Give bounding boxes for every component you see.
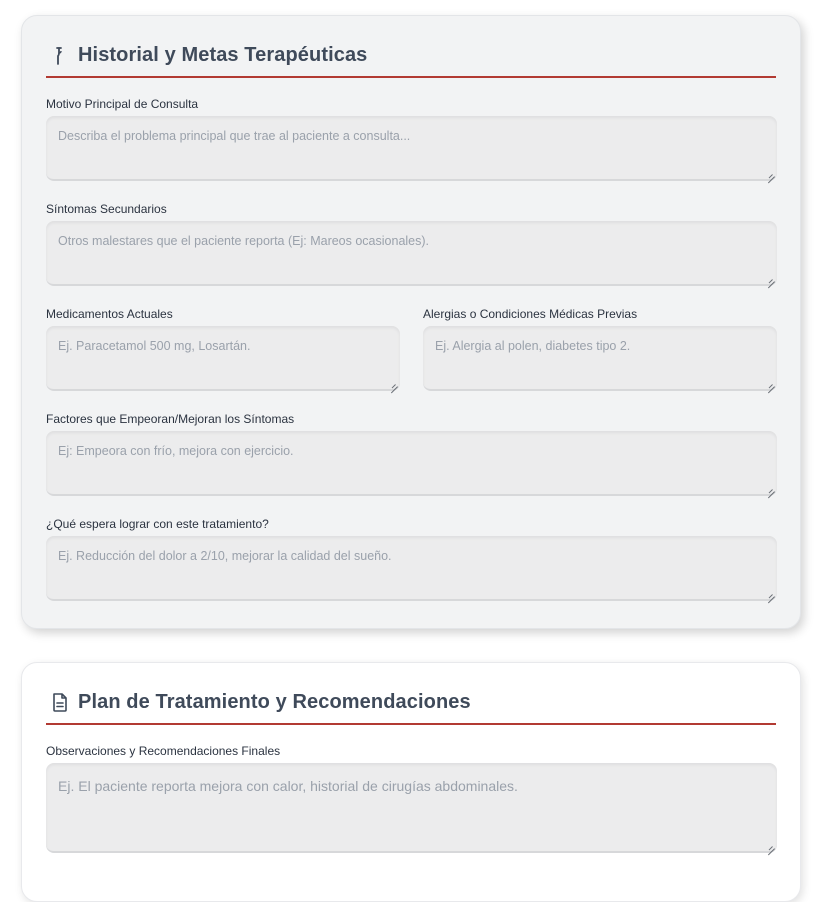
- plan-card: [21, 662, 801, 902]
- textarea-placeholder: Ej. El paciente reporta mejora con calor, historial de cirugías abdominales.: [58, 778, 518, 794]
- field-label: ¿Qué espera lograr con este tratamiento?: [46, 517, 269, 531]
- resize-handle[interactable]: [767, 484, 775, 492]
- field-factores: [46, 411, 777, 496]
- motivo-textarea[interactable]: [46, 116, 777, 181]
- field-label: Factores que Empeoran/Mejoran los Síntomas: [46, 412, 295, 426]
- field-medicamentos: [46, 306, 400, 391]
- history-header: [46, 16, 776, 78]
- field-label: Síntomas Secundarios: [46, 202, 167, 216]
- textarea-placeholder: Ej. Alergia al polen, diabetes tipo 2.: [435, 339, 631, 353]
- metas-textarea[interactable]: [46, 536, 777, 601]
- sintomas-textarea[interactable]: [46, 221, 777, 286]
- observaciones-textarea[interactable]: [46, 763, 777, 853]
- field-label: Observaciones y Recomendaciones Finales: [46, 744, 281, 758]
- history-title: Historial y Metas Terapéuticas: [78, 44, 368, 66]
- field-sintomas: [46, 201, 777, 286]
- document-icon: [50, 691, 70, 713]
- history-card: [21, 15, 801, 629]
- textarea-placeholder: Describa el problema principal que trae al paciente a consulta...: [58, 129, 411, 143]
- textarea-placeholder: Ej. Reducción del dolor a 2/10, mejorar la calidad del sueño.: [58, 549, 392, 563]
- field-alergias: [423, 306, 777, 391]
- resize-handle[interactable]: [390, 379, 398, 387]
- textarea-placeholder: Ej: Empeora con frío, mejora con ejercicio.: [58, 444, 294, 458]
- resize-handle[interactable]: [767, 841, 775, 849]
- textarea-placeholder: Otros malestares que el paciente reporta (Ej: Mareos ocasionales).: [58, 234, 430, 248]
- field-motivo: [46, 96, 777, 181]
- resize-handle[interactable]: [767, 169, 775, 177]
- resize-handle[interactable]: [767, 589, 775, 597]
- field-label: Motivo Principal de Consulta: [46, 97, 199, 111]
- medicamentos-textarea[interactable]: [46, 326, 400, 391]
- field-metas: [46, 516, 777, 601]
- plan-title: Plan de Tratamiento y Recomendaciones: [78, 691, 471, 713]
- plan-header: [46, 663, 776, 725]
- resize-handle[interactable]: [767, 379, 775, 387]
- field-label: Alergias o Condiciones Médicas Previas: [423, 307, 638, 321]
- textarea-placeholder: Ej. Paracetamol 500 mg, Losartán.: [58, 339, 251, 353]
- stethoscope-icon: [50, 44, 70, 66]
- factores-textarea[interactable]: [46, 431, 777, 496]
- field-label: Medicamentos Actuales: [46, 307, 173, 321]
- alergias-textarea[interactable]: [423, 326, 777, 391]
- field-observaciones: [46, 743, 777, 853]
- resize-handle[interactable]: [767, 274, 775, 282]
